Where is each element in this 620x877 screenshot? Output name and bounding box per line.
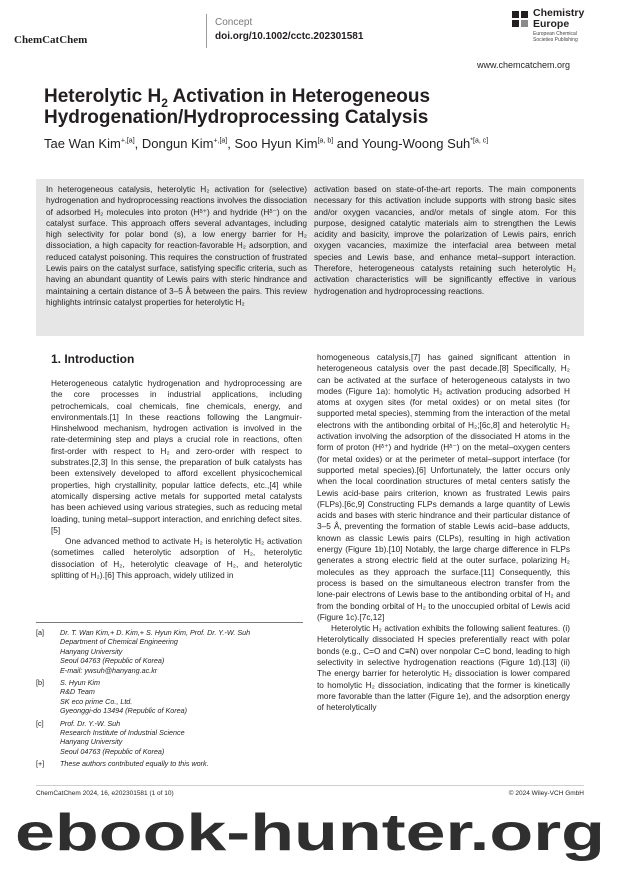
copyright-footer: © 2024 Wiley-VCH GmbH [508, 790, 584, 797]
abstract-left-column: In heterogeneous catalysis, heterolytic H₂ activation for (selective) hydrogenation and hydroprocessing reactions involves the dissociation of adsorbed H₂ molecules into proton (Hᵟ⁺) and hydride (Hᵟ⁻) on the catalyst surface. This approach offers several advantages, including high selectivity for polar bond (s), a low energy barrier for H₂ dissociation, a high capacity for reaction-favorable H₂ adsorption, and reduced catalyst poisoning. This requires the construction of frustrated Lewis pairs on the catalyst surface, satisfying specific criteria, such as having an abundant quantity of Lewis pairs with steric hindrance and maintaining a certain distance of 3–5 Å between the pairs. This review highlights intrinsic catalyst properties for heterolytic H₂ [46, 184, 307, 307]
affiliation-divider [36, 622, 303, 623]
author-affiliation: [a, b] [317, 137, 334, 145]
affiliation-item [36, 628, 306, 675]
author-name[interactable]: Soo Hyun Kim [234, 136, 318, 151]
paragraph: homogeneous catalysis,[7] has gained significant attention in heterogeneous catalysis over the past decade.[8] Specifically, H₂ can be activated at the surface of heterogeneous catalysts in two modes (Figure 1a): homolytic H₂ activation producing adsorbed H atoms at oxygen sites (for metal oxides) or on metal sites (for supported metal species), stemming from the interaction of the metal electrons with the antibonding orbital of H₂;[6c,8] and heterolytic H₂ activation involving the adsorption of the dissociated H atoms in the form of proton (Hᵟ⁺) and hydride (Hᵟ⁻) on the metal–oxygen centers (for metal oxides) or at the perimeter of metal–support interface (for supported metal species).[6] Unfortunately, the latter occurs only when the local coordination structures of metal centers satisfy the Lewis acid-base pairs criterion, known as frustrated Lewis pairs (FLPs).[6c,9] Constructing FLPs demands a large quantity of Lewis acids and bases with steric hindrance and their particular distance of 3–5 Å, preventing the formation of stable Lewis acid–base adducts, known as classic Lewis pairs (CLPs), resulting in high activation energy (Figure 1b).[10] Notably, the large charge difference in FLPs generates a strong electric field at the outer surface, polarizing H₂ molecules as they approach the surface.[11] Consequently, this process is based on the simultaneous electron transfer from the lone-pair electrons of Lewis base to the antibonding orbital of H₂ and from the bonding orbital of H₂ to the unoccupied orbital of Lewis acid (Figure 1c).[7c,12] [317, 352, 570, 622]
affiliation-tag: [a] [36, 628, 44, 637]
author-separator: , [227, 136, 235, 151]
paragraph: One advanced method to activate H₂ is heterolytic H₂ activation (sometimes called heterolytic adsorption of H₂, heterolytic dissociation of H₂, heterolytic cleavage of H₂, and heterolytic splitting of H₂).[6] This approach, widely utilized in [51, 536, 302, 581]
author-list [44, 136, 584, 151]
title-part1: Heterolytic H [44, 86, 162, 107]
doi-link[interactable]: doi.org/10.1002/cctc.202301581 [215, 31, 364, 42]
affiliation-line: Department of Chemical Engineering [60, 637, 178, 647]
affiliation-line: Hanyang University [60, 737, 123, 747]
affiliation-line: Dr. T. Wan Kim,+ D. Kim,+ S. Hyun Kim, Prof. Dr. Y.-W. Suh [60, 628, 251, 637]
chemistry-europe-logo-icon [511, 10, 529, 28]
footer-divider [36, 785, 584, 786]
title-line2: Hydrogenation/Hydroprocessing Catalysis [44, 107, 429, 128]
affiliation-line: Seoul 04763 (Republic of Korea) [60, 746, 165, 756]
affiliation-tag: [+] [36, 759, 45, 769]
author-email[interactable]: E-mail: ywsuh@hanyang.ac.kr [60, 665, 158, 675]
paragraph: Heterogeneous catalytic hydrogenation and hydroprocessing are the core processes in industrial applications, including petrochemicals, coal chemicals, fine chemicals, energy, and environmentals.[1] In these reactions following the Langmuir-Hinshelwood mechanism, hydrogen activation is involved in the rate-determining step and plays a crucial role in reactions, often first-order with respect to H₂ and zero-order with respect to substrates.[2,3] In this sense, the preparation of bulk catalysts has been extensively developed to afford excellent physicochemical properties, high crystallinity, popular lattice defects, etc.,[4] while atomically dispersing active metals for supported metal catalysts has been achieved using various strategies, such as reducing metal loading, tuning metal–support interaction, and enriching defect sites.[5] [51, 378, 302, 535]
watermark-text: ebook-hunter.org [15, 804, 605, 862]
title-part2: Activation in Heterogeneous [167, 86, 431, 107]
paragraph: Heterolytic H₂ activation exhibits the following salient features. (i) Heterolytically dissociated H species preferentially react with polar bonds (e.g., C=O and C≡N) over nonpolar C=C bond, leading to high selectivity in selective hydrogenation reactions (Figure 1d).[13] (ii) The energy barrier for heterolytic H₂ dissociation is lower compared to homolytic H₂ dissociation, indicating that the former is kinetically more favorable than the latter (Figure 1e), and the adsorption energy of heterolytically [317, 623, 570, 713]
affiliation-line: Prof. Dr. Y.-W. Suh [60, 718, 121, 728]
logo-line2: Europe [533, 18, 570, 30]
affiliation-item [36, 759, 306, 768]
logo-subline1: European Chemical [533, 31, 577, 37]
author-name[interactable]: Young-Woong Suh [361, 136, 471, 151]
author-name[interactable]: Tae Wan Kim [44, 136, 121, 151]
author-affiliation: *[a, c] [470, 137, 489, 145]
abstract-right-column: activation based on state-of-the-art reports. The main components necessary for this activation include supports with strong basic sites and/or oxygen vacancies, and/or metals of single atom. For this purpose, designed catalytic materials aim to strengthen the Lewis acidity and basicity, improve the polarization of Lewis pairs, enrich oxygen vacancies, maximize the interfacial area between metal species and Lewis base, and enhance metal–support interaction. Therefore, heterogeneous catalysts retaining such heterolytic H₂ activation characteristics will be significantly effective in various hydrogenation and hydroprocessing reactions. [314, 184, 576, 296]
author-affiliation: +,[a] [213, 137, 228, 145]
affiliation-line: Research Institute of Industrial Science [60, 728, 185, 738]
logo-subline2: Societies Publishing [533, 37, 578, 43]
affiliations [36, 628, 306, 772]
affiliation-line: Seoul 04763 (Republic of Korea) [60, 656, 165, 666]
affiliation-tag: [c] [36, 718, 44, 728]
article-title [44, 86, 564, 128]
journal-website[interactable]: www.chemcatchem.org [476, 60, 570, 70]
affiliation-line: Gyeonggi-do 13494 (Republic of Korea) [60, 706, 188, 716]
affiliation-line: SK eco prime Co., Ltd. [60, 696, 133, 706]
header-divider [206, 14, 207, 48]
abstract-box [36, 179, 584, 336]
affiliation-line: Hanyang University [60, 646, 123, 656]
affiliation-line: R&D Team [60, 687, 95, 697]
chemistry-europe-logo[interactable] [511, 8, 611, 48]
affiliation-line: S. Hyun Kim [60, 678, 100, 688]
author-name[interactable]: Dongun Kim [141, 136, 214, 151]
body-left-column [51, 378, 302, 581]
article-type: Concept [215, 17, 253, 28]
section-heading: 1. Introduction [51, 352, 135, 366]
author-separator: , [134, 136, 142, 151]
author-affiliation: +,[a] [120, 137, 135, 145]
body-right-column [317, 352, 570, 714]
affiliation-item [36, 678, 306, 716]
affiliation-line: These authors contributed equally to this work. [60, 759, 209, 769]
affiliation-item [36, 719, 306, 757]
author-and: and [333, 136, 362, 151]
logo-line1: Chemistry [533, 7, 585, 19]
journal-name: ChemCatChem [14, 34, 88, 46]
citation-footer: ChemCatChem 2024, 16, e202301581 (1 of 10) [36, 790, 174, 797]
title-subscript: 2 [161, 95, 168, 110]
affiliation-tag: [b] [36, 678, 44, 688]
watermark [0, 800, 620, 877]
